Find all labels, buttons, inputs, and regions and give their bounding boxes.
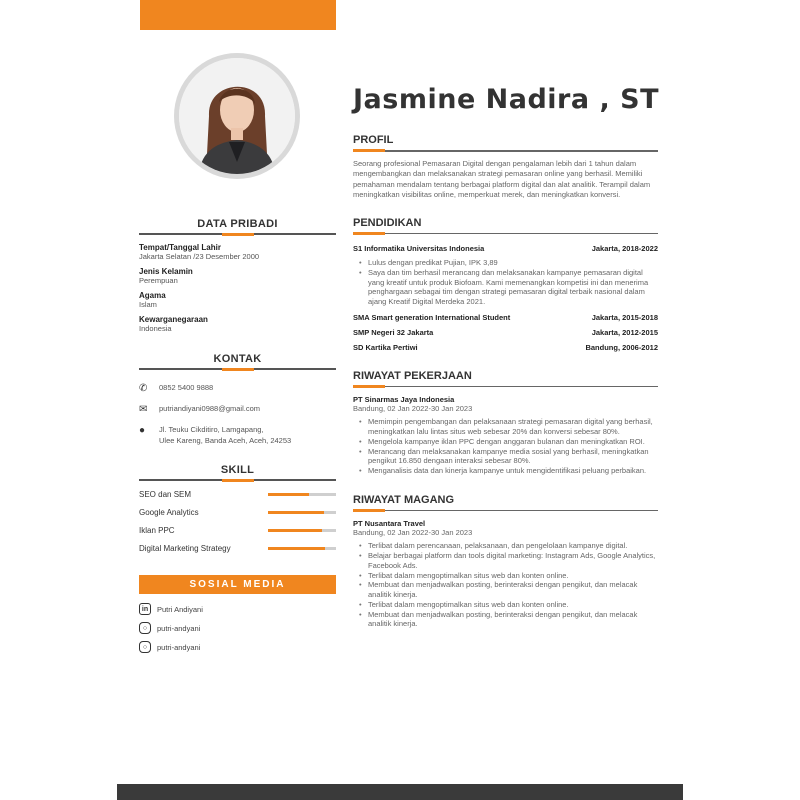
skill-item: [139, 526, 336, 535]
job-bullets: [353, 417, 658, 476]
skill-name: SEO dan SEM: [139, 490, 192, 499]
company-name: PT Nusantara Travel: [353, 519, 426, 529]
school-name: SMP Negeri 32 Jakarta: [353, 327, 434, 337]
skill-fill: [268, 511, 324, 514]
section-divider: [353, 150, 658, 152]
bullet-item: • Saya dan tim berhasil merancang dan melaksanakan kampanye pemasaran digital yang kreatif untuk produk Biofoam. Kami memenangkan kompetisi ini dan menerima penghargaan sebagai tim dengan strategi pemasaran digital terbaik nasional dalam ajang Kreatif Digital Merdeka 2021.: [359, 268, 658, 307]
education-entry: [353, 343, 658, 352]
school-place: Bandung, 2006-2012: [585, 342, 658, 352]
address-line: Jl. Teuku Cikditiro, Lamgapang,: [159, 425, 264, 434]
section-divider: [139, 368, 336, 370]
instagram-icon: ○: [139, 641, 151, 653]
personal-item: [139, 267, 336, 285]
profile-text: Seorang profesional Pemasaran Digital dengan pengalaman lebih dari 1 tahun dalam mengembangkan dan melaksanakan strategi pemasaran online yang berhasil. Memiliki pemahaman mendalam tentang berbagai platform digital dan alat analitik. Terampil dalam meningkatkan visibilitas online, memperkuat merek, dan meningkatkan konversi.: [353, 158, 651, 199]
personal-value: Islam: [139, 300, 157, 309]
school-name: SMA Smart generation International Student: [353, 312, 511, 322]
skill-fill: [268, 547, 325, 550]
section-divider: [139, 479, 336, 481]
skill-fill: [268, 493, 309, 496]
bottom-accent-bar: [117, 784, 683, 800]
bullet-item: • Merancang dan melaksanakan kampanye media sosial yang berhasil, meningkatkan pengikut 16.850 dengaan interaksi sebesar 80%.: [359, 447, 658, 467]
bullet-item: • Terlibat dalam mengoptimalkan situs web dan konten online.: [359, 600, 658, 610]
personal-label: Jenis Kelamin: [139, 267, 193, 276]
address-line: Ulee Kareng, Banda Aceh, Aceh, 24253: [159, 435, 292, 445]
education-entry: [353, 313, 658, 322]
phone-text: 0852 5400 9888: [159, 383, 214, 392]
instagram-text: putri-andyani: [157, 642, 201, 652]
email-text: putriandiyani0988@gmail.com: [159, 404, 261, 413]
skill-item: [139, 490, 336, 499]
profile-photo: [174, 53, 300, 179]
profil-section: [353, 134, 658, 201]
kontak-section: [139, 353, 336, 446]
school-name: SD Kartika Pertiwi: [353, 342, 418, 352]
skill-name: Google Analytics: [139, 508, 199, 517]
personal-item: [139, 243, 336, 261]
bullet-item: • Memimpin pengembangan dan pelaksanaan strategi pemasaran digital yang berhasil, meningkatkan lalu lintas situs web sebesar 20% dan konversi sebesar 80%.: [359, 417, 658, 437]
school-place: Jakarta, 2018-2022: [591, 244, 658, 253]
linkedin-icon: in: [139, 603, 151, 615]
education-entry: [353, 328, 658, 337]
education-entry: [353, 244, 658, 253]
bullet-item: • Membuat dan menjadwalkan posting, berinteraksi dengan pengikut, dan melacak analitik kinerja.: [359, 610, 658, 630]
pendidikan-section: [353, 217, 658, 352]
social-section: [139, 575, 336, 653]
section-title: SOSIAL MEDIA: [139, 575, 336, 594]
school-name: S1 Informatika Universitas Indonesia: [353, 244, 485, 253]
education-bullets: [353, 258, 658, 307]
skill-bar: [268, 493, 336, 496]
section-title: DATA PRIBADI: [197, 218, 278, 230]
social-instagram[interactable]: [139, 622, 336, 634]
skill-name: Iklan PPC: [139, 526, 175, 535]
contact-email[interactable]: [139, 404, 336, 415]
personal-item: [139, 291, 336, 309]
pekerjaan-section: [353, 370, 658, 476]
right-column: [353, 134, 658, 629]
skill-item: [139, 544, 336, 553]
mail-icon: ✉: [139, 404, 148, 415]
section-title: RIWAYAT PEKERJAAN: [353, 369, 472, 382]
bullet-item: • Membuat dan menjadwalkan posting, berinteraksi dengan pengikut, dan melacak analitik kinerja.: [359, 580, 658, 600]
section-title: SKILL: [220, 464, 255, 476]
skill-bar: [268, 511, 336, 514]
section-title: PROFIL: [353, 134, 394, 146]
section-divider: [139, 233, 336, 235]
company-name: PT Sinarmas Jaya Indonesia: [353, 395, 455, 405]
skill-bar: [268, 547, 336, 550]
left-column: [139, 218, 336, 653]
contact-phone[interactable]: [139, 383, 336, 394]
location-pin-icon: ●: [139, 425, 146, 436]
social-linkedin[interactable]: [139, 603, 336, 615]
personal-item: [139, 315, 336, 333]
section-divider: [353, 233, 658, 235]
address-text: [159, 425, 291, 446]
skill-name: Digital Marketing Strategy: [139, 544, 231, 553]
school-place: Jakarta, 2015-2018: [591, 312, 658, 322]
personal-label: Tempat/Tanggal Lahir: [139, 243, 221, 252]
portrait-image: [179, 58, 295, 174]
instagram-text: putri-andyani: [157, 623, 201, 633]
candidate-name: Jasmine Nadira , ST: [353, 84, 660, 115]
internship-bullets: [353, 541, 658, 629]
personal-value: Perempuan: [139, 276, 178, 285]
skill-section: [139, 464, 336, 553]
social-instagram[interactable]: [139, 641, 336, 653]
section-title: PENDIDIKAN: [353, 216, 422, 229]
personal-value: Jakarta Selatan /23 Desember 2000: [139, 252, 260, 261]
skill-bar: [268, 529, 336, 532]
job-date: Bandung, 02 Jan 2022-30 Jan 2023: [353, 528, 473, 538]
data-pribadi-section: [139, 218, 336, 333]
bullet-item: • Lulus dengan predikat Pujian, IPK 3,89: [359, 258, 658, 268]
personal-value: Indonesia: [139, 324, 172, 333]
skill-item: [139, 508, 336, 517]
linkedin-text: Putri Andiyani: [157, 604, 203, 614]
section-title: RIWAYAT MAGANG: [353, 493, 455, 506]
instagram-icon: ○: [139, 622, 151, 634]
bullet-item: • Terlibat dalam perencanaan, pelaksanaan, dan pengelolaan kampanye digital.: [359, 541, 658, 551]
section-divider: [353, 510, 658, 512]
school-place: Jakarta, 2012-2015: [591, 327, 658, 337]
magang-section: [353, 494, 658, 629]
section-divider: [353, 386, 658, 388]
contact-address: [139, 425, 336, 446]
phone-icon: ✆: [139, 383, 148, 394]
personal-label: Agama: [139, 291, 166, 300]
bullet-item: • Belajar berbagai platform dan tools digital marketing: Instagram Ads, Google Analytics, Facebook Ads.: [359, 551, 658, 571]
top-accent-bar: [140, 0, 336, 30]
job-date: Bandung, 02 Jan 2022-30 Jan 2023: [353, 404, 473, 414]
bullet-item: • Menganalisis data dan kinerja kampanye untuk mengidentifikasi peluang perbaikan.: [359, 466, 658, 476]
bullet-item: • Terlibat dalam mengoptimalkan situs web dan konten online.: [359, 571, 658, 581]
skill-fill: [268, 529, 322, 532]
personal-label: Kewarganegaraan: [139, 315, 208, 324]
bullet-item: • Mengelola kampanye iklan PPC dengan anggaran bulanan dan meningkatkan ROI.: [359, 437, 658, 447]
section-title: KONTAK: [213, 353, 262, 365]
